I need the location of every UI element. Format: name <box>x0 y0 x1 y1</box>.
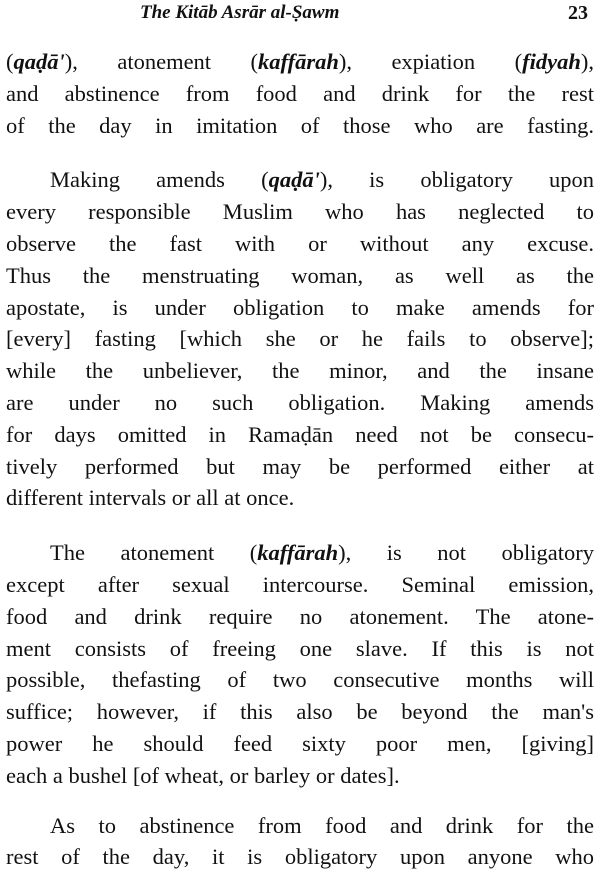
text-line: observe the fast with or without any excuse. <box>6 230 594 256</box>
text-line: suffice; however, if this also be beyond the man's <box>6 699 594 725</box>
text-line: (qaḍā'), atonement (kaffārah), expiation (fidyah), <box>6 49 594 74</box>
text-line: The atonement (kaffārah), is not obligatory <box>50 540 594 566</box>
text-line: of the day in imitation of those who are fasting. <box>6 112 594 138</box>
text-line: [every] fasting [which she or he fails to observe]; <box>6 326 594 352</box>
text-line: rest of the day, it is obligatory upon anyone who <box>6 844 594 870</box>
text-line: and abstinence from food and drink for the rest <box>6 80 594 106</box>
text-line: apostate, is under obligation to make amends for <box>6 294 594 320</box>
paragraph-4 <box>6 810 594 874</box>
text-line: for days omitted in Ramaḍān need not be consecu- <box>6 421 594 447</box>
body-text <box>6 46 594 873</box>
text-line: possible, thefasting of two consecutive months will <box>6 667 594 693</box>
text-line: each a bushel [of wheat, or barley or dates]. <box>6 762 400 788</box>
text-line: power he should feed sixty poor men, [giving] <box>6 730 594 756</box>
page-number: 23 <box>568 2 588 24</box>
text-line: ment consists of freeing one slave. If this is not <box>6 635 594 661</box>
text-line: different intervals or all at once. <box>6 485 295 511</box>
running-title: The Kitāb Asrār al-Ṣawm <box>140 2 340 23</box>
text-line: tively performed but may be performed either at <box>6 453 594 479</box>
text-line: are under no such obligation. Making amends <box>6 389 594 415</box>
text-line: Making amends (qaḍā'), is obligatory upon <box>50 167 594 193</box>
text-line: Thus the menstruating woman, as well as the <box>6 262 594 288</box>
paragraph-2 <box>6 164 594 514</box>
text-line: As to abstinence from food and drink for the <box>50 812 594 838</box>
running-head <box>0 2 600 28</box>
text-line: food and drink require no atonement. The atone- <box>6 603 594 629</box>
text-line: except after sexual intercourse. Seminal emission, <box>6 571 594 597</box>
paragraph-1 <box>6 46 594 141</box>
text-line: while the unbeliever, the minor, and the insane <box>6 358 594 384</box>
text-line: every responsible Muslim who has neglected to <box>6 199 594 225</box>
paragraph-3 <box>6 537 594 791</box>
